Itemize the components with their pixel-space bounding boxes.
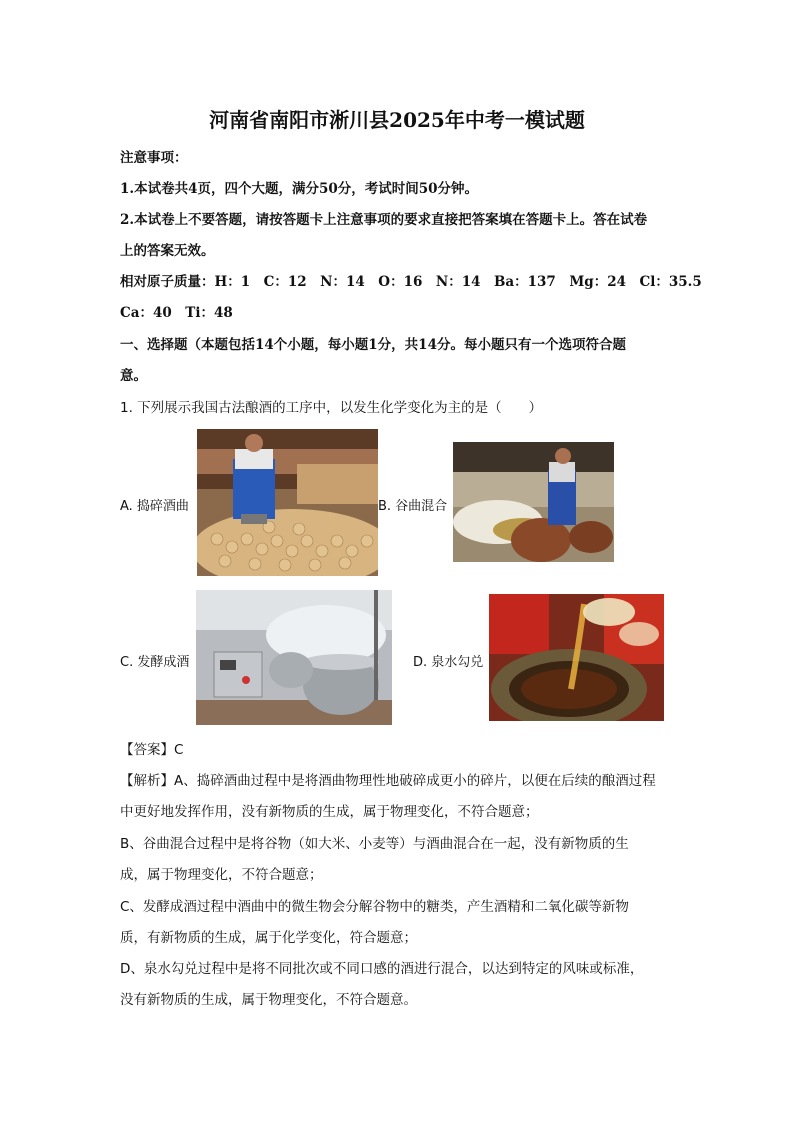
option-a-label: A. 捣碎酒曲	[120, 499, 189, 514]
answer-label: 【答案】C	[120, 742, 184, 758]
notice-heading: 注意事项：	[120, 150, 188, 166]
question-stem: 1. 下列展示我国古法酿酒的工序中，以发生化学变化为主的是（ ）	[120, 400, 543, 416]
notice-item-2: 2.本试卷上不要答题，请按答题卡上注意事项的要求直接把答案填在答题卡上。答在试卷	[120, 212, 648, 228]
option-a-photo	[197, 429, 378, 576]
page-title: 河南省南阳市淅川县2025年中考一模试题	[209, 108, 585, 132]
option-c-label: C. 发酵成酒	[120, 655, 190, 670]
analysis-line-5: C、发酵成酒过程中酒曲中的微生物会分解谷物中的糖类，产生酒精和二氧化碳等新物	[120, 899, 629, 915]
analysis-line-4: 成，属于物理变化，不符合题意；	[120, 867, 323, 883]
analysis-line-8: 没有新物质的生成，属于物理变化，不符合题意。	[120, 992, 417, 1008]
analysis-line-6: 质，有新物质的生成，属于化学变化，符合题意；	[120, 930, 417, 946]
analysis-line-7: D、泉水勾兑过程中是将不同批次或不同口感的酒进行混合，以达到特定的风味或标准，	[120, 961, 644, 977]
option-b-label: B. 谷曲混合	[378, 499, 448, 514]
section-heading-cont: 意。	[120, 368, 147, 384]
option-c-photo	[196, 590, 392, 725]
notice-item-1: 1.本试卷共4页，四个大题，满分50分，考试时间50分钟。	[120, 181, 479, 197]
option-d-label: D. 泉水勾兑	[413, 655, 484, 670]
atomic-mass-line-2: Ca：40 Ti：48	[120, 305, 233, 321]
analysis-line-1: 【解析】A、捣碎酒曲过程中是将酒曲物理性地破碎成更小的碎片，以便在后续的酿酒过程	[120, 773, 656, 789]
option-d-photo	[489, 594, 664, 721]
analysis-line-2: 中更好地发挥作用，没有新物质的生成，属于物理变化，不符合题意；	[120, 804, 539, 820]
section-heading: 一、选择题（本题包括14个小题，每小题1分，共14分。每小题只有一个选项符合题	[120, 337, 626, 353]
notice-item-2-cont: 上的答案无效。	[120, 243, 215, 259]
analysis-line-3: B、谷曲混合过程中是将谷物（如大米、小麦等）与酒曲混合在一起，没有新物质的生	[120, 836, 629, 852]
option-b-photo	[453, 442, 614, 562]
atomic-mass-line-1: 相对原子质量：H：1 C：12 N：14 O：16 N：14 Ba：137 Mg：24 Cl：35.5	[120, 274, 702, 290]
